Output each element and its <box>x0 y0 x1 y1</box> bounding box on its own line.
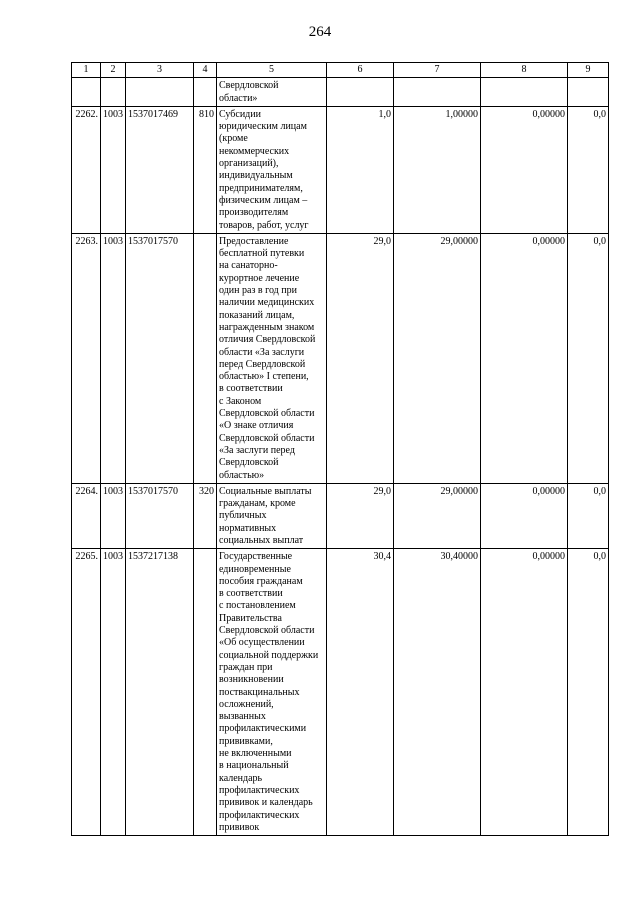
name-line: показаний лицам, <box>219 309 295 321</box>
table-row <box>72 233 609 483</box>
name-line: Субсидии <box>219 108 261 120</box>
name-line: бесплатной путевки <box>219 248 305 260</box>
cell-expense-type <box>194 233 217 483</box>
name-line: Предоставление <box>219 235 289 247</box>
name-line: прививок <box>219 821 260 833</box>
cell-amount-col8: 0,00000 <box>481 106 568 233</box>
cell-amount-col9: 0,0 <box>568 549 609 836</box>
cell-expense-type <box>194 549 217 836</box>
name-line: профилактических <box>219 809 300 821</box>
cell-name <box>217 549 327 836</box>
cell-target-code: 1537017469 <box>126 106 194 233</box>
name-line: Свердловской области <box>219 625 315 637</box>
name-line: (кроме <box>219 133 248 145</box>
cell-section: 1003 <box>101 233 126 483</box>
name-line: пособия гражданам <box>219 575 303 587</box>
cell-amount-col7: 30,40000 <box>394 549 481 836</box>
name-line: областью» I степени, <box>219 371 309 383</box>
name-line: отличия Свердловской <box>219 334 316 346</box>
name-line: в соответствии <box>219 383 283 395</box>
name-line: областью» <box>219 469 265 481</box>
name-line: на санаторно- <box>219 260 278 272</box>
name-line: нормативных <box>219 522 277 534</box>
cell-section: 1003 <box>101 549 126 836</box>
name-line: Правительства <box>219 612 282 624</box>
name-line: возникновении <box>219 674 284 686</box>
name-line: Свердловской <box>219 80 279 92</box>
cell-name <box>217 233 327 483</box>
name-line: производителям <box>219 207 289 219</box>
cell-amount-col6: 30,4 <box>327 549 394 836</box>
column-header-5: 5 <box>217 63 327 78</box>
column-header-8: 8 <box>481 63 568 78</box>
page-number: 264 <box>308 24 332 40</box>
table-body <box>72 63 609 836</box>
name-line: юридическим лицам <box>219 121 307 133</box>
name-line: поствакцинальных <box>219 686 300 698</box>
cell-name <box>217 483 327 548</box>
cell-amount-col6: 29,0 <box>327 233 394 483</box>
name-line: предпринимателям, <box>219 182 303 194</box>
name-line: организаций), <box>219 158 279 170</box>
name-line: граждан при <box>219 661 273 673</box>
cell-amount-col8: 0,00000 <box>481 549 568 836</box>
cell-section: 1003 <box>101 483 126 548</box>
name-line: в соответствии <box>219 588 283 600</box>
cell-name <box>217 106 327 233</box>
cell-empty <box>194 78 217 107</box>
column-header-1: 1 <box>72 63 101 78</box>
cell-name <box>217 78 327 107</box>
name-line: товаров, работ, услуг <box>219 219 309 231</box>
cell-amount-col7: 29,00000 <box>394 233 481 483</box>
name-line: награжденным знаком <box>219 321 315 333</box>
cell-empty <box>101 78 126 107</box>
cell-empty <box>568 78 609 107</box>
cell-row-number: 2264. <box>72 483 101 548</box>
name-line: прививок и календарь <box>219 797 313 809</box>
name-line: «За заслуги перед <box>219 444 295 456</box>
column-header-2: 2 <box>101 63 126 78</box>
cell-empty <box>126 78 194 107</box>
cell-empty <box>72 78 101 107</box>
cell-amount-col9: 0,0 <box>568 106 609 233</box>
continuation-row <box>72 78 609 107</box>
header-row <box>72 63 609 78</box>
name-line: осложнений, <box>219 698 274 710</box>
name-line: прививками, <box>219 735 273 747</box>
name-line: Свердловской области <box>219 432 315 444</box>
column-header-9: 9 <box>568 63 609 78</box>
name-line: Свердловской <box>219 457 279 469</box>
budget-table <box>71 62 609 836</box>
table-row <box>72 549 609 836</box>
name-line: не включенными <box>219 748 292 760</box>
cell-amount-col9: 0,0 <box>568 233 609 483</box>
name-line: «О знаке отличия <box>219 420 294 432</box>
name-line: социальной поддержки <box>219 649 319 661</box>
cell-target-code: 1537017570 <box>126 483 194 548</box>
name-line: календарь <box>219 772 263 784</box>
cell-empty <box>394 78 481 107</box>
name-line: некоммерческих <box>219 145 290 157</box>
cell-amount-col9: 0,0 <box>568 483 609 548</box>
cell-target-code: 1537017570 <box>126 233 194 483</box>
name-line: Свердловской области <box>219 408 315 420</box>
name-line: Государственные <box>219 551 293 563</box>
name-line: с Законом <box>219 395 262 407</box>
name-line: области» <box>219 92 258 104</box>
column-header-3: 3 <box>126 63 194 78</box>
column-header-4: 4 <box>194 63 217 78</box>
name-line: публичных <box>219 510 267 522</box>
name-line: один раз в год при <box>219 285 297 297</box>
table-row <box>72 483 609 548</box>
cell-target-code: 1537217138 <box>126 549 194 836</box>
cell-row-number: 2265. <box>72 549 101 836</box>
cell-amount-col8: 0,00000 <box>481 483 568 548</box>
name-line: в национальный <box>219 760 289 772</box>
cell-empty <box>327 78 394 107</box>
cell-section: 1003 <box>101 106 126 233</box>
cell-amount-col7: 29,00000 <box>394 483 481 548</box>
name-line: курортное лечение <box>219 272 300 284</box>
name-line: Социальные выплаты <box>219 485 312 497</box>
name-line: физическим лицам – <box>219 194 308 206</box>
cell-amount-col8: 0,00000 <box>481 233 568 483</box>
column-header-6: 6 <box>327 63 394 78</box>
name-line: профилактическими <box>219 723 307 735</box>
name-line: вызванных <box>219 711 266 723</box>
name-line: социальных выплат <box>219 534 304 546</box>
cell-empty <box>481 78 568 107</box>
cell-expense-type: 810 <box>194 106 217 233</box>
column-header-7: 7 <box>394 63 481 78</box>
cell-amount-col7: 1,00000 <box>394 106 481 233</box>
name-line: индивидуальным <box>219 170 293 182</box>
name-line: области «За заслуги <box>219 346 305 358</box>
cell-amount-col6: 29,0 <box>327 483 394 548</box>
name-line: «Об осуществлении <box>219 637 305 649</box>
cell-row-number: 2262. <box>72 106 101 233</box>
cell-amount-col6: 1,0 <box>327 106 394 233</box>
name-line: наличии медицинских <box>219 297 315 309</box>
name-line: гражданам, кроме <box>219 498 296 510</box>
cell-expense-type: 320 <box>194 483 217 548</box>
name-line: единовременные <box>219 563 291 575</box>
name-line: с постановлением <box>219 600 296 612</box>
name-line: перед Свердловской <box>219 358 306 370</box>
name-line: профилактических <box>219 784 300 796</box>
cell-row-number: 2263. <box>72 233 101 483</box>
table-row <box>72 106 609 233</box>
